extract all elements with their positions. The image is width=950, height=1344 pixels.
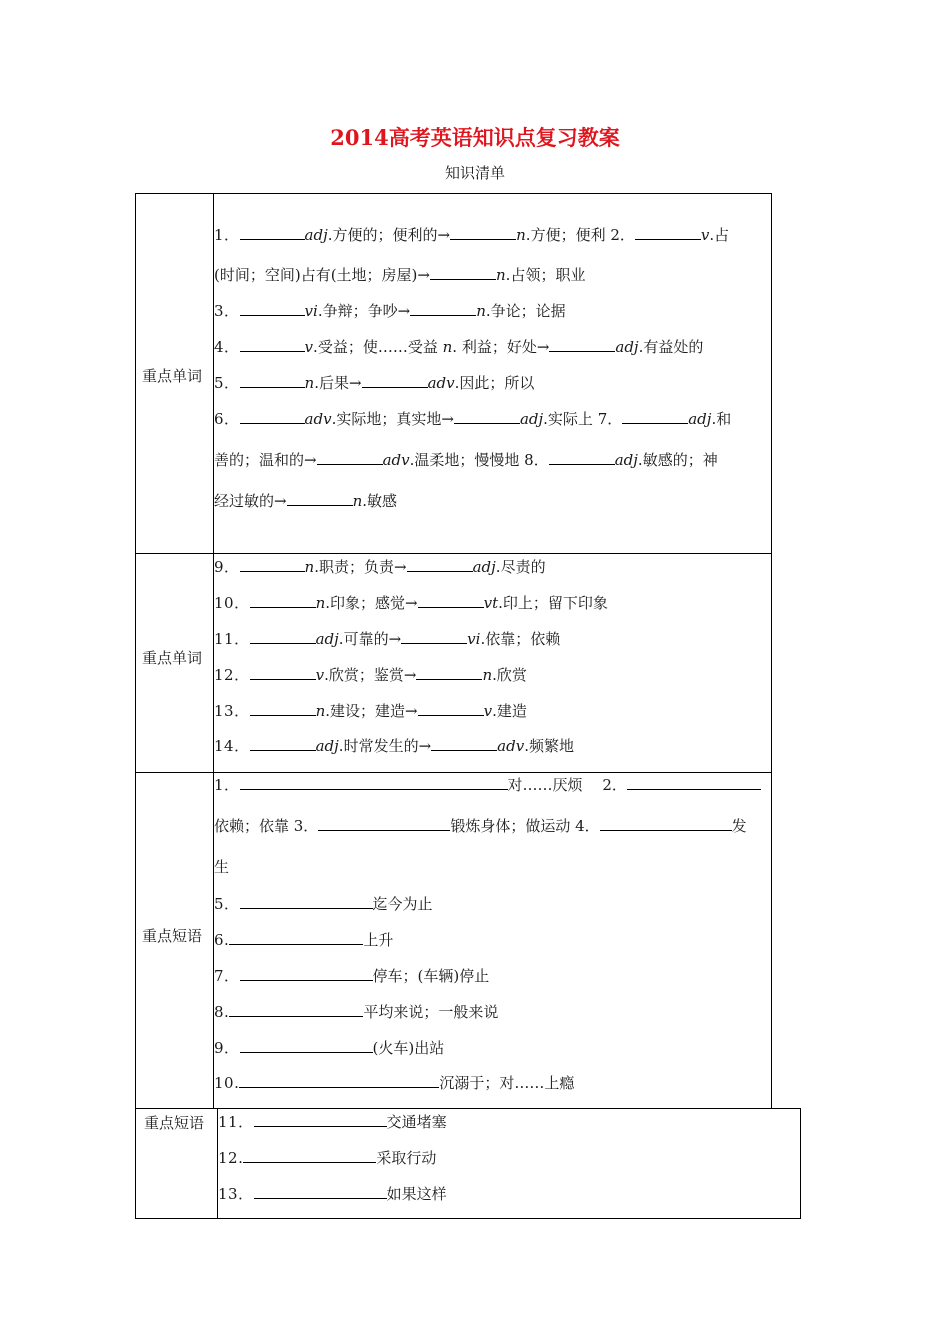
content-line <box>214 774 761 796</box>
content-line <box>214 815 747 837</box>
part-of-speech: n <box>495 266 506 284</box>
row-divider <box>135 772 772 773</box>
part-of-speech: vi <box>467 630 481 648</box>
gloss-text: 方便的；便利的→ <box>332 226 451 244</box>
item-number: 12. <box>218 1149 244 1167</box>
answer-blank[interactable] <box>318 815 450 831</box>
gloss-text: . <box>362 492 368 510</box>
gloss-text: 生 <box>214 858 230 876</box>
answer-blank[interactable] <box>250 735 316 751</box>
part-of-speech: n <box>304 558 315 576</box>
part-of-speech: n <box>352 492 363 510</box>
item-number: 7． <box>214 967 240 985</box>
gloss-text: . <box>327 226 333 244</box>
gloss-text: 停车；(车辆)停止 <box>372 967 490 985</box>
part-of-speech: adj <box>688 410 712 428</box>
item-number: 6． <box>214 410 240 428</box>
gloss-text: 印象；感觉→ <box>330 594 418 612</box>
gloss-text: 尽责的 <box>500 558 546 576</box>
gloss-text: 职责；负责→ <box>319 558 407 576</box>
item-number: 5． <box>214 374 240 392</box>
item-number: 8. <box>214 1003 230 1021</box>
answer-blank[interactable] <box>431 735 497 751</box>
content-line <box>214 856 229 878</box>
content-line <box>214 735 574 757</box>
gloss-text: 如果这样 <box>386 1185 447 1203</box>
gloss-text: 因此；所以 <box>459 374 535 392</box>
gloss-text: . <box>313 338 318 356</box>
content-line <box>214 1037 444 1059</box>
section-label: 重点单词 <box>142 367 203 385</box>
gloss-text: . <box>331 410 337 428</box>
content-line <box>214 264 585 286</box>
content-line <box>214 893 433 915</box>
content-line <box>214 336 703 358</box>
content-line <box>214 700 527 722</box>
gloss-text: . <box>325 702 331 720</box>
gloss-text: 敏感的；神 <box>642 451 718 469</box>
part-of-speech: adj <box>614 451 638 469</box>
part-of-speech: n <box>315 702 326 720</box>
content-line <box>214 556 546 578</box>
gloss-text: . <box>454 374 460 392</box>
gloss-text: . <box>524 737 529 755</box>
answer-blank[interactable] <box>240 224 305 240</box>
content-line <box>214 1072 574 1094</box>
answer-blank[interactable] <box>622 408 688 424</box>
gloss-text: 频繁地 <box>528 737 574 755</box>
answer-blank[interactable] <box>240 336 305 352</box>
gloss-text: 发 <box>731 817 747 835</box>
part-of-speech: n <box>516 226 526 244</box>
answer-blank[interactable] <box>240 300 305 316</box>
part-of-speech: adj <box>315 737 339 755</box>
gloss-text: 印上；留下印象 <box>502 594 608 612</box>
gloss-text: 对……厌烦 2． <box>507 776 627 794</box>
item-number: 9． <box>214 1039 240 1057</box>
section-label: 重点单词 <box>142 649 203 667</box>
answer-blank[interactable] <box>317 449 383 465</box>
answer-blank[interactable] <box>549 449 615 465</box>
page-title: 2014高考英语知识点复习教案 <box>330 125 620 150</box>
part-of-speech: n <box>476 302 486 320</box>
gloss-text: . <box>505 266 511 284</box>
item-number: 6. <box>214 931 230 949</box>
answer-blank[interactable] <box>229 1001 363 1017</box>
answer-blank[interactable] <box>454 408 520 424</box>
content-line <box>218 1183 447 1205</box>
part-of-speech: vt <box>483 594 499 612</box>
gloss-text: 建造 <box>496 702 527 720</box>
answer-blank[interactable] <box>418 700 484 716</box>
content-line <box>214 592 608 614</box>
part-of-speech: adv <box>427 374 455 392</box>
answer-blank[interactable] <box>254 1183 387 1199</box>
part-of-speech: adj <box>315 630 339 648</box>
gloss-text: 上升 <box>363 931 394 949</box>
gloss-text: 占领；职业 <box>510 266 586 284</box>
gloss-text: . <box>498 594 503 612</box>
gloss-text: 有益处的 <box>643 338 704 356</box>
gloss-text: . <box>325 594 331 612</box>
gloss-text: . <box>317 302 323 320</box>
answer-blank[interactable] <box>240 408 305 424</box>
answer-blank[interactable] <box>240 893 373 909</box>
part-of-speech: n <box>304 374 315 392</box>
answer-blank[interactable] <box>410 300 476 316</box>
item-number: 12． <box>214 666 250 684</box>
answer-blank[interactable] <box>600 815 732 831</box>
answer-blank[interactable] <box>362 372 428 388</box>
answer-blank[interactable] <box>250 700 316 716</box>
part-of-speech: n <box>442 338 453 356</box>
gloss-text: 温柔地；慢慢地 8． <box>414 451 549 469</box>
item-number: 11． <box>214 630 250 648</box>
gloss-text: 受益；使……受益 <box>317 338 443 356</box>
content-line <box>214 628 560 650</box>
gloss-text: 交通堵塞 <box>386 1113 447 1131</box>
part-of-speech: v <box>315 666 325 684</box>
gloss-text: 经过敏的→ <box>214 492 287 510</box>
answer-blank[interactable] <box>240 965 373 981</box>
answer-blank[interactable] <box>287 490 353 506</box>
item-number: 10. <box>214 1074 240 1092</box>
answer-blank[interactable] <box>450 224 516 240</box>
gloss-text: . <box>480 630 486 648</box>
item-number: 1． <box>214 226 240 244</box>
gloss-text: 欣赏 <box>496 666 527 684</box>
part-of-speech: adv <box>304 410 332 428</box>
answer-blank[interactable] <box>229 929 363 945</box>
part-of-speech: adj <box>304 226 328 244</box>
gloss-text: 实际地；真实地→ <box>336 410 454 428</box>
part-of-speech: n <box>315 594 326 612</box>
answer-blank[interactable] <box>254 1111 387 1127</box>
part-of-speech: v <box>483 702 493 720</box>
gloss-text: . <box>637 451 643 469</box>
item-number: 4． <box>214 338 240 356</box>
gloss-text: 采取行动 <box>376 1149 437 1167</box>
answer-blank[interactable] <box>240 1037 373 1053</box>
gloss-text: 依赖；依靠 3． <box>214 817 319 835</box>
item-number: 5． <box>214 895 240 913</box>
answer-blank[interactable] <box>418 592 484 608</box>
gloss-text: . <box>485 302 491 320</box>
answer-blank[interactable] <box>250 592 316 608</box>
answer-blank[interactable] <box>239 1072 439 1088</box>
gloss-text: 敏感 <box>367 492 398 510</box>
content-line <box>214 408 731 430</box>
content-line <box>214 965 489 987</box>
content-line <box>214 224 729 246</box>
gloss-text: 争辩；争吵→ <box>322 302 411 320</box>
gloss-text: 建设；建造→ <box>330 702 418 720</box>
gloss-text: . <box>492 666 497 684</box>
content-line <box>214 449 718 471</box>
answer-blank[interactable] <box>416 664 482 680</box>
gloss-text: . <box>495 558 501 576</box>
answer-blank[interactable] <box>240 774 508 790</box>
gloss-text: 依靠；依赖 <box>485 630 561 648</box>
item-number: 14． <box>214 737 250 755</box>
gloss-text: 迄今为止 <box>372 895 433 913</box>
part-of-speech: adj <box>472 558 496 576</box>
content-line <box>218 1111 447 1133</box>
content-line <box>214 490 397 512</box>
item-number: 1． <box>214 776 240 794</box>
gloss-text: . <box>638 338 644 356</box>
part-of-speech: adj <box>519 410 544 428</box>
answer-blank[interactable] <box>627 774 761 790</box>
gloss-text: 欣赏；鉴赏→ <box>328 666 417 684</box>
gloss-text: . <box>711 410 717 428</box>
content-line <box>218 1147 436 1169</box>
item-number: 9． <box>214 558 240 576</box>
row-divider <box>135 553 772 554</box>
gloss-text: 争论；论据 <box>490 302 566 320</box>
page-subtitle: 知识清单 <box>444 164 505 182</box>
gloss-text: 平均来说；一般来说 <box>363 1003 499 1021</box>
item-number: 13． <box>218 1185 254 1203</box>
gloss-text: (火车)出站 <box>372 1039 445 1057</box>
part-of-speech: vi <box>304 302 318 320</box>
part-of-speech: adv <box>382 451 410 469</box>
item-number: 11． <box>218 1113 254 1131</box>
gloss-text: 沉溺于；对……上瘾 <box>439 1074 575 1092</box>
content-line <box>214 300 566 322</box>
gloss-text: 和 <box>716 410 732 428</box>
gloss-text: 时常发生的→ <box>343 737 432 755</box>
answer-blank[interactable] <box>549 336 615 352</box>
part-of-speech: v <box>304 338 314 356</box>
gloss-text: . <box>525 226 531 244</box>
answer-blank[interactable] <box>250 664 316 680</box>
gloss-text: . <box>314 374 319 392</box>
part-of-speech: adv <box>497 737 525 755</box>
gloss-text: . <box>452 338 458 356</box>
gloss-text: . <box>543 410 548 428</box>
item-number: 10． <box>214 594 250 612</box>
content-line <box>214 1001 498 1023</box>
section-label: 重点短语 <box>142 927 203 945</box>
gloss-text: 占 <box>714 226 730 244</box>
part-of-speech: v <box>700 226 710 244</box>
item-number: 3． <box>214 302 240 320</box>
gloss-text: . <box>709 226 715 244</box>
gloss-text: 实际上 7． <box>547 410 623 428</box>
gloss-text: (时间；空间)占有(土地；房屋)→ <box>214 266 430 284</box>
item-number: 13． <box>214 702 250 720</box>
content-line <box>214 664 527 686</box>
gloss-text: . <box>314 558 319 576</box>
answer-blank[interactable] <box>250 628 316 644</box>
gloss-text: 方便；便利 2． <box>530 226 635 244</box>
gloss-text: . <box>338 737 344 755</box>
gloss-text: 后果→ <box>319 374 362 392</box>
answer-blank[interactable] <box>240 556 305 572</box>
gloss-text: . <box>409 451 415 469</box>
answer-blank[interactable] <box>240 372 305 388</box>
gloss-text: 利益；好处→ <box>457 338 550 356</box>
gloss-text: 善的；温和的→ <box>214 451 317 469</box>
gloss-text: . <box>492 702 497 720</box>
content-line <box>214 929 393 951</box>
answer-blank[interactable] <box>430 264 496 280</box>
gloss-text: . <box>324 666 329 684</box>
answer-blank[interactable] <box>401 628 467 644</box>
section-label: 重点短语 <box>144 1114 205 1132</box>
gloss-text: 可靠的→ <box>343 630 402 648</box>
gloss-text: . <box>338 630 344 648</box>
content-line <box>214 372 534 394</box>
answer-blank[interactable] <box>407 556 473 572</box>
part-of-speech: n <box>482 666 493 684</box>
part-of-speech: adj <box>615 338 639 356</box>
answer-blank[interactable] <box>243 1147 376 1163</box>
answer-blank[interactable] <box>635 224 701 240</box>
gloss-text: 锻炼身体；做运动 4． <box>450 817 600 835</box>
